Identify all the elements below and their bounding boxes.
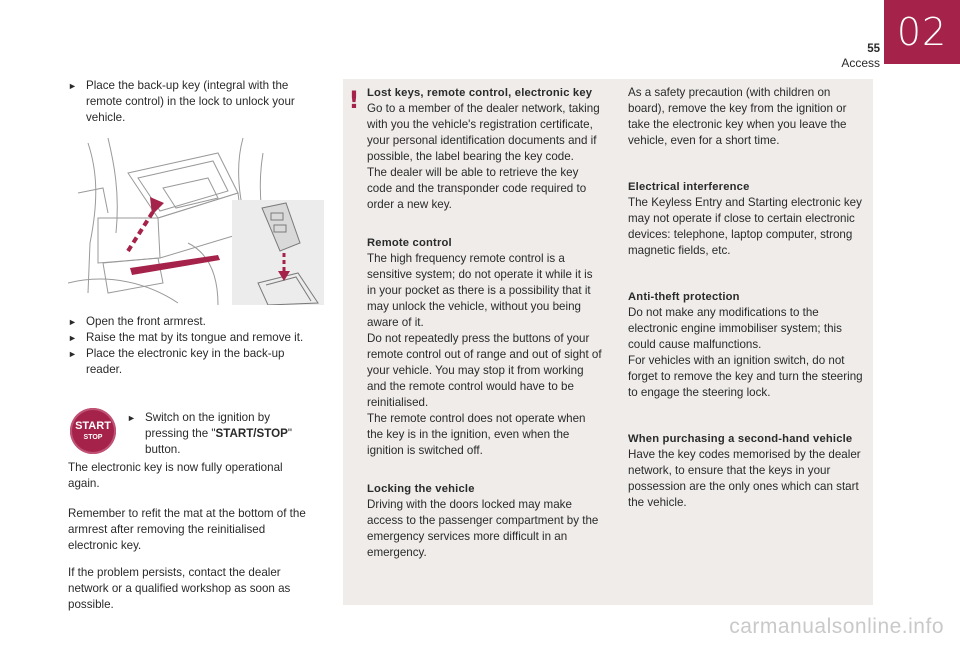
watermark: carmanualsonline.info [729,615,944,638]
bullet-arrow-icon: ► [68,349,77,359]
secondhand-title: When purchasing a second-hand vehicle [628,433,853,445]
armrest-illustration [68,133,324,305]
list-item: ► Open the front armrest. [68,315,206,328]
para-refit: Remember to refit the mat at the bottom of the armrest after removing the reinitialised electronic key. [68,507,306,552]
exclamation-icon: ! [348,86,360,114]
locking-block: Locking the vehicle Driving with the doors locked may make access to the passenger compartment by the emergency services more difficult in an emergency. [367,481,603,561]
remote-control-block: Remote control The high frequency remote control is a sensitive system; do not operate it while it is in your pocket as there is a possibility that it may unlock the vehicle, without you being aware of it. Do not repeatedly press the buttons of your remote control out of range and out of sight of your vehicle. You may stop it from working and the remote control would have to be reinitialised. The remote control does not operate when the key is in the ignition, even when the ignition is switched off. [367,237,602,457]
lost-keys-title: Lost keys, remote control, electronic key [367,87,593,99]
section-name: Access [841,56,880,70]
remote-control-title: Remote control [367,237,452,249]
armrest-backup-reader-icon [68,133,324,305]
safety-block: As a safety precaution (with children on board), remove the key from the ignition or take the electronic key when you leave the vehicle, even for a short time. [628,86,847,147]
secondhand-block: When purchasing a second-hand vehicle Have the key codes memorised by the dealer network, to ensure that the keys in your possession are the only ones which can start the vehicle. [628,431,870,511]
page-number: 55 [867,43,880,55]
bullet-arrow-icon: ► [68,81,77,91]
armrest-steps [68,314,323,378]
list-item: ► Raise the mat by its tongue and remove it. [68,331,304,344]
step-backup-key: ► Place the back-up key (integral with the remote control) in the lock to unlock your vehicle. [68,79,295,124]
warning-column-left [367,85,603,577]
chapter-tab: 02 [884,0,960,64]
start-stop-button-icon: START STOP [70,408,116,454]
electrical-title: Electrical interference [628,181,750,193]
bullet-arrow-icon: ► [127,413,136,423]
bullet-arrow-icon: ► [68,333,77,343]
electrical-block: Electrical interference The Keyless Entry and Starting electronic key may not operate if close to certain electronic devices: telephone, laptop computer, strong magnetic fields, etc. [628,179,870,259]
warning-column-right [628,85,870,527]
antitheft-block: Anti-theft protection Do not make any modifications to the electronic engine immobiliser system; this could cause malfunctions. For vehicles with an ignition switch, do not forget to remove the key and turn the steering to engage the steering lock. [628,289,870,401]
step-switch-on: ► Switch on the ignition by pressing the "START/STOP" button. [127,411,292,456]
bullet-arrow-icon: ► [68,317,77,327]
locking-title: Locking the vehicle [367,483,475,495]
para-problem: If the problem persists, contact the dealer network or a qualified workshop as soon as possible. [68,566,291,611]
para-operational: The electronic key is now fully operational again. [68,461,283,490]
lost-keys-block: Lost keys, remote control, electronic key Go to a member of the dealer network, taking with you the vehicle's registration certificate, your personal identification documents and if possible, the label bearing the key code. The dealer will be able to retrieve the key code and the transponder code required to order a new key. [367,85,603,213]
list-item: ► Place the electronic key in the back-up reader. [68,347,285,376]
antitheft-title: Anti-theft protection [628,291,740,303]
